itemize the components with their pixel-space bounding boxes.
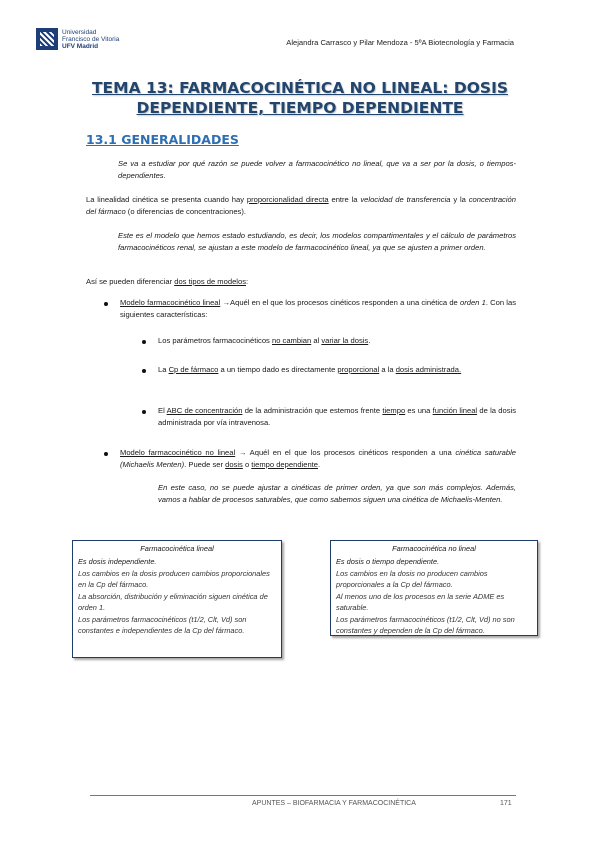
linear-summary-box <box>72 540 282 658</box>
linear-sub-3 <box>158 405 516 429</box>
sub3-a: El <box>158 406 167 415</box>
sub3-e: es una <box>405 406 433 415</box>
model-note: Este es el modelo que hemos estado estudiando, es decir, los modelos compartimentales y el cálculo de parámetros farmacocinéticos renal, se ajustan a este modelo de farmacocinético lineal, ya que se ajusten a primer orden. <box>118 231 516 252</box>
box-nonlinear-row-4: Los parámetros farmacocinéticos (t1/2, Clt, Vd) no son constantes y dependen de la Cp del fármaco. <box>336 615 515 635</box>
nonlinear-desc-g: . <box>318 460 321 469</box>
sub1-b: no cambian <box>271 336 312 345</box>
nonlinear-desc-b: cinética saturable (Michaelis Menten) <box>120 448 516 469</box>
nonlinear-summary-box <box>330 540 538 636</box>
box-linear-row-3: La absorción, distribución y eliminación siguen cinética de orden 1. <box>78 592 268 612</box>
linearity-e: y la <box>450 195 469 204</box>
box-nonlinear-row-3: Al menos uno de los procesos en la serie ADME es saturable. <box>336 592 505 612</box>
logo-line-2: Francisco de Vitoria <box>62 35 120 43</box>
linearity-d: velocidad de transferencia <box>360 195 451 204</box>
two-types-b: dos tipos de modelos <box>174 277 246 286</box>
sub3-f: función lineal <box>432 406 478 415</box>
box-linear-row-1: Es dosis independiente. <box>78 556 157 566</box>
sub3-g: de la dosis administrada por vía intravenosa. <box>158 406 516 427</box>
nonlinear-desc-f: tiempo dependiente <box>251 460 319 469</box>
box-linear-row-2: Los cambios en la dosis producen cambios proporcionales en la Cp del fármaco. <box>78 569 270 589</box>
bullet-dot <box>142 410 146 414</box>
linear-model-arrow: → <box>220 298 231 307</box>
linearity-a: La linealidad cinética se presenta cuando hay <box>86 195 247 204</box>
sub2-f: dosis administrada. <box>395 365 462 374</box>
box-nonlinear-row-1: Es dosis o tiempo dependiente. <box>336 556 440 566</box>
university-logo <box>36 28 119 50</box>
sub3-b: ABC de concentración <box>166 406 243 415</box>
bullet-dot <box>104 452 108 456</box>
sub3-d: tiempo <box>382 406 406 415</box>
linear-model-name: Modelo farmacocinético lineal <box>120 298 221 307</box>
box-nonlinear-row-2: Los cambios en la dosis no producen cambios proporcionales a la Cp del fármaco. <box>336 569 488 589</box>
bullet-dot <box>142 340 146 344</box>
sub1-c: al <box>311 336 322 345</box>
sub1-a: Los parámetros farmacocinéticos <box>158 336 272 345</box>
linear-model-desc-b: orden 1 <box>459 298 486 307</box>
linear-model-desc-a: Aquél en el que los procesos cinéticos responden a una cinética de <box>230 298 460 307</box>
two-types-a: Así se pueden diferenciar <box>86 277 175 286</box>
title-line-2: DEPENDIENTE, TIEMPO DEPENDIENTE <box>136 99 464 117</box>
title-line-1: TEMA 13: FARMACOCINÉTICA NO LINEAL: DOSIS <box>91 79 509 97</box>
footer-text: APUNTES – BIOFARMACIA Y FARMACOCINÉTICA <box>252 800 416 807</box>
linearity-g: (o diferencias de concentraciones). <box>125 207 246 216</box>
footer-divider <box>90 795 516 796</box>
linearity-b: proporcionalidad directa <box>246 195 329 204</box>
page-title <box>80 78 520 118</box>
sub2-c: a un tiempo dado es directamente <box>218 365 338 374</box>
linearity-f: concentración del fármaco <box>86 195 516 216</box>
two-types-line <box>86 276 516 288</box>
logo-line-1: Universidad <box>62 28 97 36</box>
section-heading: 13.1 GENERALIDADES <box>86 132 239 147</box>
nonlinear-arrow: → <box>235 448 250 457</box>
linear-sub-2 <box>158 364 516 376</box>
box-linear-row-4: Los parámetros farmacocinéticos (t1/2, Clt, Vd) son constantes e independientes de la Cp del fármaco. <box>78 615 247 635</box>
sub2-b: Cp de fármaco <box>168 365 219 374</box>
page-number: 171 <box>500 800 512 807</box>
intro-paragraph: Se va a estudiar por qué razón se puede volver a farmacocinético no lineal, que va a ser por la dosis, o tiempos-dependientes. <box>118 159 516 180</box>
nonlinear-desc-e: o <box>242 460 252 469</box>
nonlinear-model-item <box>120 447 516 471</box>
logo-text <box>62 29 119 50</box>
linear-model-item <box>120 297 516 321</box>
sub2-e: a la <box>379 365 396 374</box>
box-linear-title: Farmacocinética lineal <box>140 544 214 553</box>
two-types-c: : <box>246 277 249 286</box>
nonlinear-desc-a: Aquél en el que los procesos cinéticos responden a una <box>249 448 456 457</box>
sub1-d: variar la dosis <box>321 336 369 345</box>
sub3-c: de la administración que estemos frente <box>242 406 383 415</box>
nonlinear-model-name: Modelo farmacocinético no lineal <box>120 448 236 457</box>
nonlinear-desc-c: . Puede ser <box>184 460 226 469</box>
box-nonlinear-title: Farmacocinética no lineal <box>392 544 476 553</box>
linearity-paragraph <box>86 194 516 218</box>
bullet-dot <box>104 302 108 306</box>
linearity-c: entre la <box>328 195 361 204</box>
linear-model-desc-c: . Con las siguientes características: <box>120 298 516 319</box>
logo-line-3: UFV Madrid <box>62 42 99 50</box>
sub2-a: La <box>158 365 169 374</box>
bullet-dot <box>142 369 146 373</box>
ufv-logo-icon <box>36 28 58 50</box>
linear-sub-1 <box>158 335 516 347</box>
sub1-e: . <box>368 336 371 345</box>
sub2-d: proporcional <box>337 365 380 374</box>
authors-header: Alejandra Carrasco y Pilar Mendoza - 5ºA Biotecnología y Farmacia <box>286 38 514 47</box>
nonlinear-desc-d: dosis <box>225 460 243 469</box>
nonlinear-note: En este caso, no se puede ajustar a cinéticas de primer orden, ya que son más complejos. Además, vamos a hablar de procesos saturables, que como sabemos siguen una cinética de Michaelis-Menten. <box>158 483 516 504</box>
